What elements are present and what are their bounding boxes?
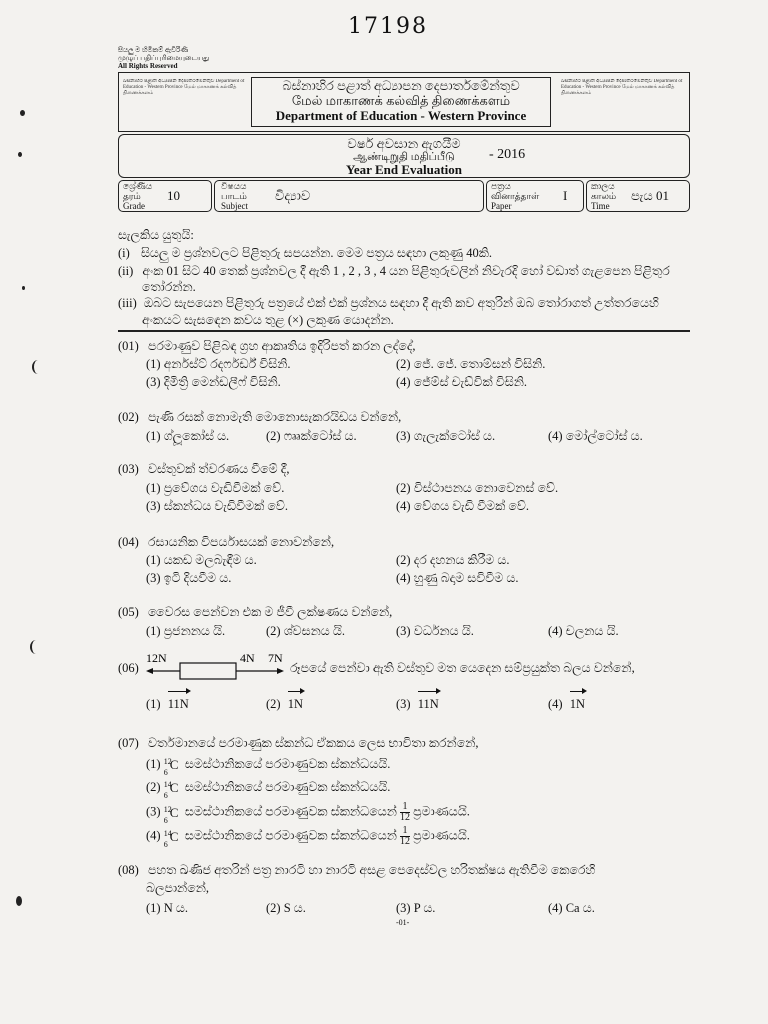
- instructions-heading: සැලකිය යුතුයි:: [118, 228, 194, 242]
- instruction-item: (ii) අංක 01 සිට 40 තෙක් ප්‍රශ්නවල දී ඇති 1 , 2 , 3 , 4 යන පිළිතුරුවලින් නිවැරදි හෝ වඩාත් ගැළපෙන පිළිතුර: [118, 264, 670, 278]
- option: (1) ප්‍රජනනය යි.: [146, 624, 226, 638]
- question-02: (02) පැණි රසක් නොමැති මොනොසැකරයිඩය වන්නේ,: [118, 410, 402, 424]
- question-01: (01) පරමාණුව පිළිබඳ ග්‍රහ ආකෘතිය ඉදිරිපත් කරන ලද්දේ,: [118, 339, 416, 353]
- question-07: (07) වර්තමානයේ පරමාණුක ස්කන්ධ ඒකකය ලෙස භාවිතා කරන්නේ,: [118, 736, 479, 750]
- vector-arrow-icon: [570, 691, 585, 696]
- rights-si: සියලු ම හිමිකම් ඇවිරිණි: [118, 46, 189, 54]
- option: (3) P ය.: [396, 901, 436, 915]
- arrowhead-icon: [146, 668, 153, 674]
- scan-speck: [20, 110, 25, 116]
- divider: [118, 330, 690, 332]
- department-header: [118, 72, 690, 132]
- force-right-label-1: 4N: [240, 651, 255, 665]
- question-03: (03) වස්තුවක් ත්වරණය වීමේ දී,: [118, 462, 290, 476]
- scan-speck: [18, 152, 22, 157]
- option: (2) විස්ථාපනය නොවෙනස් වේ.: [396, 481, 559, 495]
- force-diagram: [140, 650, 288, 684]
- rights-ta: முழுப் பதிப்புரிமையுடையது: [118, 54, 210, 62]
- force-right-label-2: 7N: [268, 651, 283, 665]
- option: (2) ශ්වසනය යි.: [266, 624, 345, 638]
- question-06-text: රූපයේ පෙන්වා ඇති වස්තුව මත යෙදෙන සම්ප්‍රයුක්ත බලය වන්නේ,: [290, 661, 635, 675]
- vector-arrow-icon: [168, 691, 189, 696]
- page-number: -01-: [396, 918, 410, 927]
- instruction-item: (iii) ඔබට සැපයෙන පිළිතුරු පත්‍රයේ එක් එක් ප්‍රශ්නය සඳහා දී ඇති කව අතුරින් ඔබ තෝරාගත් උත්තරයෙහි: [118, 296, 659, 310]
- option: (4) හුණු බදාම සවිවීම ය.: [396, 571, 519, 585]
- grade-box: [118, 180, 212, 212]
- option: (1) 12 6 C සමස්ථානිකයේ පරමාණුවක ස්කන්ධයයි.: [146, 757, 391, 778]
- scan-speck: [16, 896, 22, 906]
- instruction-continuation: තෝරන්න.: [142, 280, 196, 294]
- option: (1) ග්ලූකෝස් ය.: [146, 429, 230, 443]
- option: (3) වර්ධනය යි.: [396, 624, 474, 638]
- grade-label: ශ්‍රේණිය தரம் Grade: [123, 181, 153, 211]
- time-value: පැය 01: [631, 188, 670, 203]
- isotope-symbol: 14 6 C: [163, 828, 179, 849]
- instruction-item: (i) සියලු ම ප්‍රශ්නවලට පිළිතුරු සපයන්න. මෙම පත්‍රය සඳහා ලකුණු 40කි.: [118, 246, 492, 260]
- option: (4) වේගය වැඩි වීමක් වේ.: [396, 499, 529, 513]
- object-box: [180, 663, 236, 679]
- option: (3) 11N: [396, 696, 439, 712]
- option: (1) 11N: [146, 696, 189, 712]
- fraction: $\frac{1}{12}$: [400, 825, 411, 847]
- option: (2) S ය.: [266, 901, 306, 915]
- option: (3) දිමිත්‍රි මෙන්ඩලීෆ් විසිනි.: [146, 375, 281, 389]
- question-08: (08) පහත ඛණිජ අතරින් පත්‍ර නාරටි හා නාරටි අසළ පෙදෙස්වල හරිතක්ෂය ඇතිවීම කෙරෙහි: [118, 863, 596, 877]
- time-label: කාලය காலம் Time: [591, 181, 617, 211]
- option: (3) ගැලැක්ටෝස් ය.: [396, 429, 496, 443]
- option: (1) අර්නස්ට් රදර්ෆර්ඩ් විසිනි.: [146, 357, 291, 371]
- option: (3) ස්කන්ධය වැඩිවීමක් වේ.: [146, 499, 288, 513]
- vector-value: 11N: [168, 696, 189, 712]
- vector-arrow-icon: [418, 691, 439, 696]
- question-04: (04) රසායනික විපර්යාසයක් නොවන්නේ,: [118, 535, 335, 549]
- option: (2) 1N: [266, 696, 303, 712]
- time-box: [586, 180, 690, 212]
- exam-title-en: Year End Evaluation: [345, 162, 463, 177]
- option: (3) 12 6 C සමස්ථානිකයේ පරමාණුවක ස්කන්ධයෙන් $\frac{1}{12}$ ප්‍රමාණයයි.: [146, 801, 470, 825]
- option: (2) ජේ. ජේ. තොම්සන් විසිනි.: [396, 357, 546, 371]
- question-05: (05) වෛරස පෙන්වන එක ම ජීවී ලක්ෂණය වන්නේ,: [118, 605, 393, 619]
- watermark-text-right: බස්නාහිර පළාත් අධ්‍යාපන දෙපාර්තමේන්තුව Department of Education - Western Province மேல் மாகாணக் கல்வித் திணைக்களம்: [561, 79, 683, 96]
- scan-speck: [22, 286, 25, 290]
- department-name-en: Department of Education - Western Province: [275, 108, 527, 123]
- subject-label: විෂයය பாடம் Subject: [221, 181, 248, 211]
- isotope-symbol: 12 6 C: [163, 757, 179, 778]
- option: (2) ෆෲක්ටෝස් ය.: [266, 429, 357, 443]
- subject-value: විද්‍යාව: [275, 188, 311, 203]
- option: (3) ඉටි දියවීම ය.: [146, 571, 232, 585]
- option: (4) ජේම්ස් චැඩ්වික් විසිනි.: [396, 375, 528, 389]
- force-left-label: 12N: [146, 651, 167, 665]
- option: (2) 14 6 C සමස්ථානිකයේ පරමාණුවක ස්කන්ධයයි.: [146, 780, 391, 801]
- department-name-si: බස්නාහිර පළාත් අධ්‍යාපන දෙපාර්තමේන්තුව: [282, 78, 520, 93]
- isotope-symbol: 14 6 C: [163, 780, 179, 801]
- option: (2) දර දහනය කිරීම ය.: [396, 553, 510, 567]
- fraction: $\frac{1}{12}$: [400, 801, 411, 823]
- grade-value: 10: [167, 188, 180, 203]
- exam-year: - 2016: [489, 147, 526, 162]
- paper-box: [486, 180, 584, 212]
- option: (1) ප්‍රවේගය වැඩිවීමක් වේ.: [146, 481, 285, 495]
- arrowhead-icon: [277, 668, 284, 674]
- serial-number: 17198: [348, 14, 428, 39]
- vector-value: 1N: [288, 696, 303, 712]
- paper-label: පත්‍රය வினாத்தாள் Paper: [491, 181, 540, 211]
- exam-title-si: වර්ෂ අවසාන ඇගයීම: [347, 136, 461, 151]
- option: (4) 14 6 C සමස්ථානිකයේ පරමාණුවක ස්කන්ධයෙන් $\frac{1}{12}$ ප්‍රමාණයයි.: [146, 825, 470, 849]
- option: (1) යකඩ මලබැඳීම ය.: [146, 553, 257, 567]
- option: (1) N ය.: [146, 901, 188, 915]
- paper-value: I: [563, 188, 568, 203]
- vector-value: 11N: [418, 696, 439, 712]
- isotope-symbol: 12 6 C: [163, 804, 179, 825]
- exam-title-ta: ஆண்டிறுதி மதிப்பீடு: [353, 151, 455, 163]
- copyright-notice: [118, 46, 209, 70]
- question-08-continuation: බලපාන්නේ,: [146, 881, 209, 895]
- vector-arrow-icon: [288, 691, 303, 696]
- vector-value: 1N: [570, 696, 585, 712]
- department-name-ta: மேல் மாகாணக் கல்வித் திணைக்களம்: [291, 93, 511, 108]
- instruction-continuation: අංකයට සැසඳෙන කවය තුළ (×) ලකුණ යොදන්න.: [142, 313, 394, 327]
- scan-mark: [30, 640, 42, 654]
- subject-box: [214, 180, 484, 212]
- exam-title-box: [118, 134, 690, 178]
- question-06-number: (06): [118, 661, 139, 675]
- option: (4) 1N: [548, 696, 585, 712]
- watermark-text-left: බස්නාහිර පළාත් අධ්‍යාපන දෙපාර්තමේන්තුව Department of Education - Western Province மேல் மாகாணக் கல்வித் திணைக்களம்: [123, 79, 245, 96]
- department-name-box: [251, 77, 551, 127]
- rights-en: All Rights Reserved: [118, 62, 178, 70]
- scan-mark: [32, 360, 44, 374]
- option: (4) Ca ය.: [548, 901, 595, 915]
- option: (4) මෝල්ටෝස් ය.: [548, 429, 643, 443]
- option: (4) චලනය යි.: [548, 624, 619, 638]
